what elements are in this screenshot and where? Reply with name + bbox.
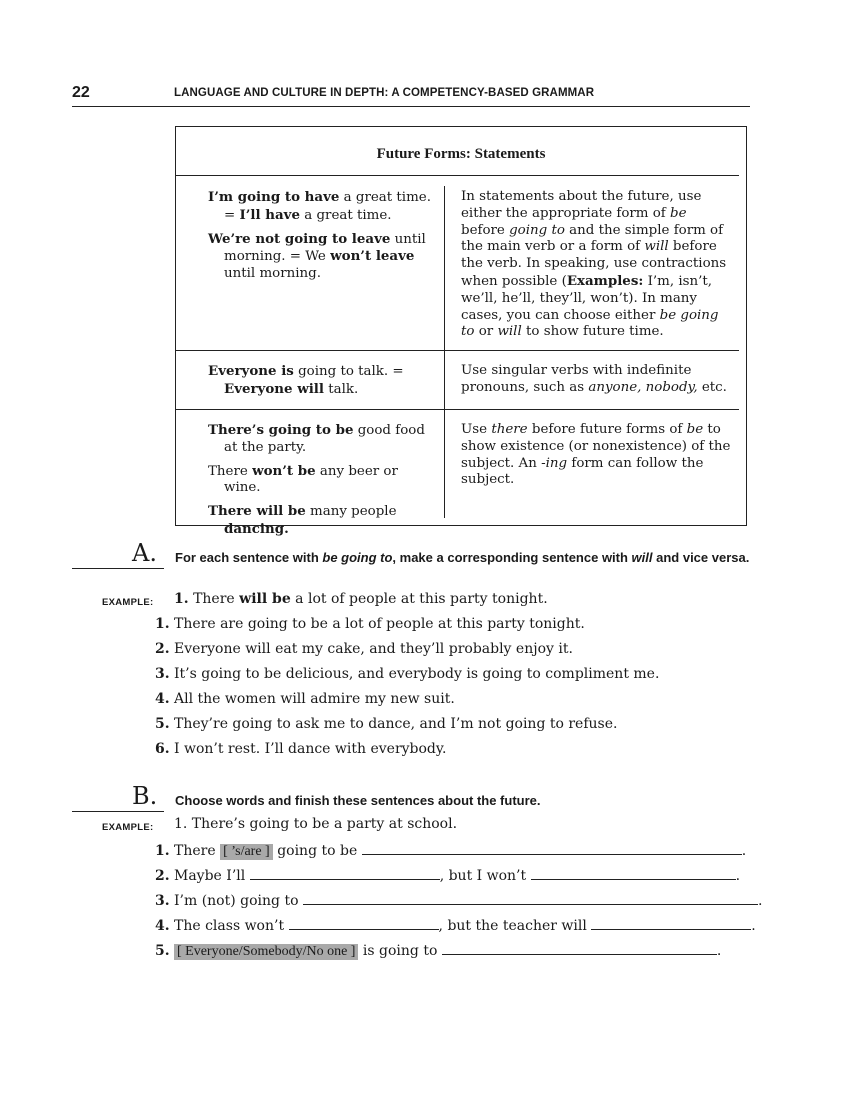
answer-blank[interactable] <box>442 942 717 955</box>
row-divider <box>176 350 739 351</box>
title-divider <box>176 175 739 176</box>
examples-cell-2 <box>208 363 433 405</box>
example-sentence: I’m going to have a great time. = I’ll have a great time. <box>208 189 431 223</box>
box-title: Future Forms: Statements <box>376 146 546 162</box>
example-sentence: We’re not going to leave until morning. = We won’t leave until morning. <box>208 230 426 282</box>
answer-blank[interactable] <box>250 867 440 880</box>
exercise-b-letter: B. <box>132 782 158 810</box>
example-sentence: Everyone is going to talk. = Everyone will talk. <box>208 363 404 397</box>
examples-cell-3 <box>208 422 433 545</box>
answer-blank[interactable] <box>531 867 736 880</box>
exercise-b-item: 3. I’m (not) going to . <box>155 893 763 909</box>
exercise-a-item: 5. They’re going to ask me to dance, and I’m not going to refuse. <box>155 716 618 732</box>
example-sentence: There will be many people dancing. <box>208 503 397 537</box>
exercise-b-example-label: EXAMPLE: <box>102 822 154 833</box>
examples-cell-1 <box>208 189 433 289</box>
row-divider <box>176 409 739 410</box>
exercise-b-item: 4. The class won’t , but the teacher will . <box>155 918 756 934</box>
explanation-cell-3: Use there before future forms of be to show existence (or nonexistence) of the subject. An -ing form can follow the subject. <box>461 422 731 488</box>
exercise-b-rule <box>72 811 164 812</box>
exercise-b-example: 1. There’s going to be a party at school. <box>174 816 458 832</box>
exercise-b-item: 5. [ Everyone/Somebody/No one ] is going to . <box>155 943 722 959</box>
answer-blank[interactable] <box>591 917 751 930</box>
exercise-a-letter: A. <box>132 539 157 567</box>
exercise-a-item: 1. There are going to be a lot of people at this party tonight. <box>155 616 585 632</box>
page-number: 22 <box>72 84 90 101</box>
exercise-a-rule <box>72 568 164 569</box>
running-title: LANGUAGE AND CULTURE IN DEPTH: A COMPETENCY-BASED GRAMMAR <box>174 87 595 99</box>
exercise-a-item: 4. All the women will admire my new suit. <box>155 691 455 707</box>
exercise-a-example: 1. There will be a lot of people at this party tonight. <box>174 591 548 607</box>
column-divider <box>444 186 445 518</box>
exercise-a-item: 2. Everyone will eat my cake, and they’ll probably enjoy it. <box>155 641 573 657</box>
exercise-a-item: 6. I won’t rest. I’ll dance with everybody. <box>155 741 447 757</box>
example-sentence: There’s going to be good food at the party. <box>208 422 425 455</box>
exercise-a-example-label: EXAMPLE: <box>102 597 154 608</box>
exercise-b-item: 1. There [ ’s/are ] going to be . <box>155 843 747 859</box>
running-header <box>72 84 750 107</box>
example-sentence: There won’t be any beer or wine. <box>208 462 398 496</box>
answer-blank[interactable] <box>362 842 742 855</box>
grammar-box <box>175 126 747 537</box>
explanation-cell-1: In statements about the future, use either the appropriate form of be before going to and the simple form of the main verb or a form of will before the verb. In speaking, use contractions when possible (Examples: I’m, isn’t, we’ll, he’ll, they’ll, won’t). In many cases, you can choose either be going to or will to show future time. <box>461 189 727 340</box>
exercise-b-item: 2. Maybe I’ll , but I won’t . <box>155 868 741 884</box>
explanation-cell-2: Use singular verbs with indefinite pronouns, such as anyone, nobody, etc. <box>461 363 727 395</box>
exercise-a-instruction: For each sentence with be going to, make a corresponding sentence with will and vice versa. <box>175 550 750 565</box>
answer-blank[interactable] <box>303 892 758 905</box>
exercise-b-instruction: Choose words and finish these sentences about the future. <box>175 793 541 808</box>
answer-blank[interactable] <box>289 917 439 930</box>
word-choice: [ Everyone/Somebody/No one ] <box>174 944 358 960</box>
word-choice: [ ’s/are ] <box>220 844 273 860</box>
exercise-a-item: 3. It’s going to be delicious, and everybody is going to compliment me. <box>155 666 660 682</box>
